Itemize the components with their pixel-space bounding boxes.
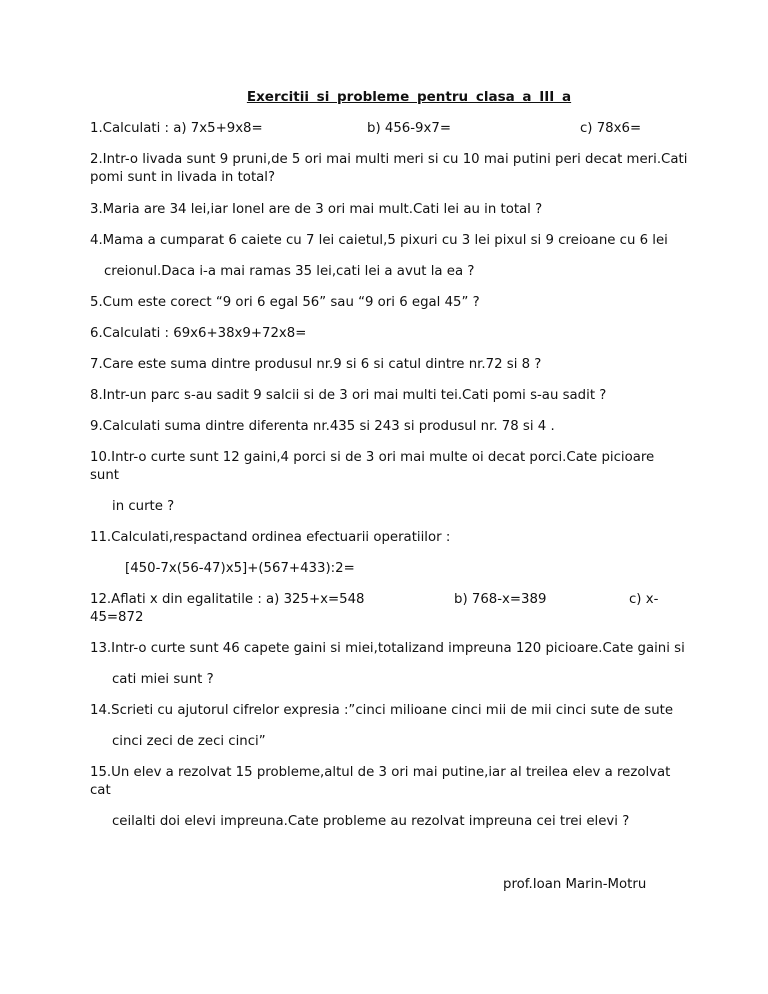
worksheet-title: Exercitii si probleme pentru clasa a III a <box>246 89 572 105</box>
problem-6: 6.Calculati : 69x6+38x9+72x8= <box>90 326 307 341</box>
problem-10-line-2: in curte ? <box>112 499 175 514</box>
problem-12-part-c-wrap: 45=872 <box>90 610 144 625</box>
problem-15-line-1: 15.Un elev a rezolvat 15 probleme,altul de 3 ori mai putine,iar al treilea elev a rezolvat <box>90 765 671 780</box>
problem-7: 7.Care este suma dintre produsul nr.9 si 6 si catul dintre nr.72 si 8 ? <box>90 357 542 372</box>
problem-1-label: 1.Calculati : a) 7x5+9x8= <box>90 121 263 136</box>
problem-10-line-1-wrap: sunt <box>90 468 119 483</box>
problem-11-line-1: 11.Calculati,respactand ordinea efectuarii operatiilor : <box>90 530 451 545</box>
problem-1-part-b: b) 456-9x7= <box>367 121 451 136</box>
problem-11-expression: [450-7x(56-47)x5]+(567+433):2= <box>125 561 355 576</box>
problem-5: 5.Cum este corect “9 ori 6 egal 56” sau “9 ori 6 egal 45” ? <box>90 295 480 310</box>
problem-3: 3.Maria are 34 lei,iar Ionel are de 3 ori mai mult.Cati lei au in total ? <box>90 202 543 217</box>
problem-12-part-c: c) x- <box>629 592 659 607</box>
problem-12-part-b: b) 768-x=389 <box>454 592 547 607</box>
problem-1-part-c: c) 78x6= <box>580 121 642 136</box>
problem-9: 9.Calculati suma dintre diferenta nr.435 si 243 si produsul nr. 78 si 4 . <box>90 419 555 434</box>
problem-2: 2.Intr-o livada sunt 9 pruni,de 5 ori mai multi meri si cu 10 mai putini peri decat meri.Cati pomi sunt in livada in total? <box>90 152 688 185</box>
problem-13-line-1: 13.Intr-o curte sunt 46 capete gaini si miei,totalizand impreuna 120 picioare.Cate gaini si <box>90 641 685 656</box>
problem-14-line-1: 14.Scrieti cu ajutorul cifrelor expresia :”cinci milioane cinci mii de mii cinci sute de sute <box>90 703 674 718</box>
problem-8: 8.Intr-un parc s-au sadit 9 salcii si de 3 ori mai multi tei.Cati pomi s-au sadit ? <box>90 388 607 403</box>
problem-4-line-1: 4.Mama a cumparat 6 caiete cu 7 lei caietul,5 pixuri cu 3 lei pixul si 9 creioane cu 6 lei <box>90 233 668 248</box>
problem-4-line-2: creionul.Daca i-a mai ramas 35 lei,cati lei a avut la ea ? <box>104 264 475 279</box>
problem-15-line-2: ceilalti doi elevi impreuna.Cate probleme au rezolvat impreuna cei trei elevi ? <box>112 814 630 829</box>
problem-13-line-2: cati miei sunt ? <box>112 672 214 687</box>
problem-15-line-1-wrap: cat <box>90 783 111 798</box>
author-signature: prof.Ioan Marin-Motru <box>503 877 647 892</box>
problem-14-line-2: cinci zeci de zeci cinci” <box>112 734 266 749</box>
problem-12-label: 12.Aflati x din egalitatile : a) 325+x=548 <box>90 592 365 607</box>
problem-10-line-1: 10.Intr-o curte sunt 12 gaini,4 porci si de 3 ori mai multe oi decat porci.Cate picioare <box>90 450 655 465</box>
